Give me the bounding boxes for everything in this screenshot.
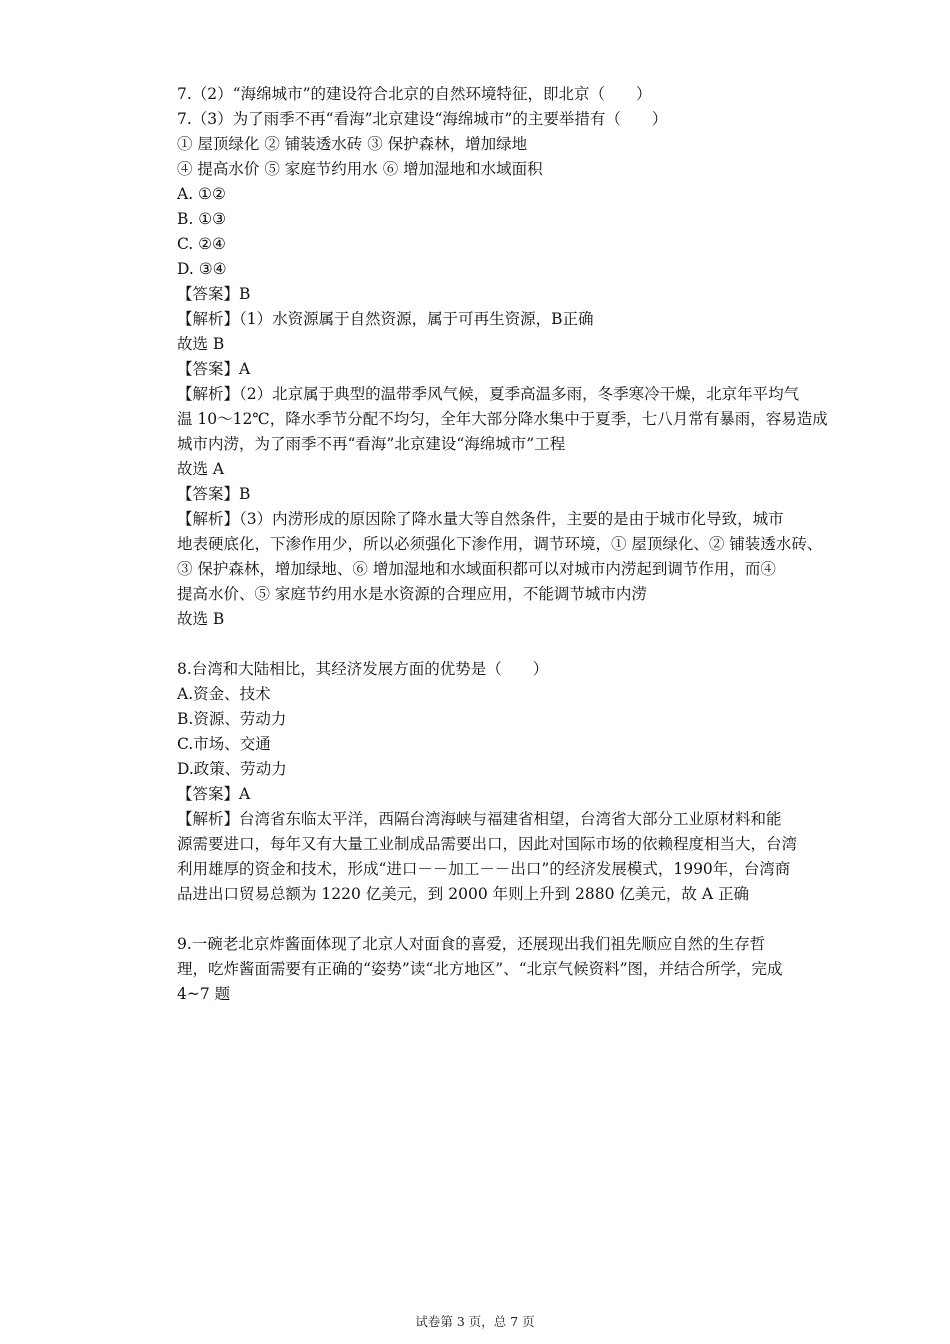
q8-option-a: A.资金、技术 xyxy=(177,685,271,703)
measures-line-1: ① 屋顶绿化 ② 铺装透水砖 ③ 保护森林，增加绿地 xyxy=(177,135,528,153)
conclusion-3: 故选 B xyxy=(177,610,225,628)
question-7-2-stem: 7.（2）“海绵城市”的建设符合北京的自然环境特征，即北京（ ） xyxy=(177,85,652,103)
option-b: B. ①③ xyxy=(177,210,227,228)
option-d: D. ③④ xyxy=(177,260,227,278)
analysis-2-line: 城市内涝，为了雨季不再“看海”北京建设“海绵城市”工程 xyxy=(177,435,566,453)
page-footer: 试卷第 3 页，总 7 页 xyxy=(415,1314,535,1329)
analysis-2-line: 【解析】（2）北京属于典型的温带季风气候，夏季高温多雨，冬季寒冷干燥，北京年平均气 xyxy=(177,385,800,403)
q8-option-c: C.市场、交通 xyxy=(177,735,271,753)
q8-analysis-line: 【解析】台湾省东临太平洋，西隔台湾海峡与福建省相望，台湾省大部分工业原材料和能 xyxy=(177,810,782,828)
analysis-3-line: 【解析】（3）内涝形成的原因除了降水量大等自然条件，主要的是由于城市化导致，城市 xyxy=(177,510,784,528)
analysis-3-line: 提高水价、⑤ 家庭节约用水是水资源的合理应用，不能调节城市内涝 xyxy=(177,585,647,603)
q8-analysis-line: 源需要进口，每年又有大量工业制成品需要出口，因此对国际市场的依赖程度相当大，台湾 xyxy=(177,835,798,853)
question-9-line: 9.一碗老北京炸酱面体现了北京人对面食的喜爱，还展现出我们祖先顺应自然的生存哲 xyxy=(177,935,766,953)
spacer xyxy=(177,632,827,657)
question-7-3-stem: 7.（3）为了雨季不再“看海”北京建设“海绵城市”的主要举措有（ ） xyxy=(177,110,668,128)
analysis-3-line: 地表硬底化，下渗作用少，所以必须强化下渗作用，调节环境，① 屋顶绿化、② 铺装透水砖、 xyxy=(177,535,823,553)
question-8-stem: 8.台湾和大陆相比，其经济发展方面的优势是（ ） xyxy=(177,660,549,678)
question-9-line: 4~7 题 xyxy=(177,985,231,1003)
analysis-1-line: 【解析】（1）水资源属于自然资源，属于可再生资源，B正确 xyxy=(177,310,594,328)
option-a: A. ①② xyxy=(177,185,226,203)
analysis-3-line: ③ 保护森林，增加绿地、⑥ 增加湿地和水域面积都可以对城市内涝起到调节作用，而④ xyxy=(177,560,776,578)
answer-2: 【答案】A xyxy=(177,360,251,378)
q8-answer: 【答案】A xyxy=(177,785,251,803)
measures-line-2: ④ 提高水价 ⑤ 家庭节约用水 ⑥ 增加湿地和水域面积 xyxy=(177,160,543,178)
option-c: C. ②④ xyxy=(177,235,226,253)
answer-3: 【答案】B xyxy=(177,485,251,503)
spacer xyxy=(177,907,827,932)
question-9-line: 理，吃炸酱面需要有正确的“姿势”读“北方地区”、“北京气候资料”图，并结合所学，完成 xyxy=(177,960,783,978)
q8-option-b: B.资源、劳动力 xyxy=(177,710,287,728)
q8-analysis-line: 利用雄厚的资金和技术，形成“进口－－加工－－出口”的经济发展模式，1990年，台湾商 xyxy=(177,860,791,878)
answer-1: 【答案】B xyxy=(177,285,251,303)
conclusion-1: 故选 B xyxy=(177,335,225,353)
page-content xyxy=(177,82,827,1007)
q8-analysis-line: 品进出口贸易总额为 1220 亿美元，到 2000 年则上升到 2880 亿美元，故 A 正确 xyxy=(177,885,749,903)
q8-option-d: D.政策、劳动力 xyxy=(177,760,287,778)
analysis-2-line: 温 10～12℃，降水季节分配不均匀，全年大部分降水集中于夏季，七八月常有暴雨，容易造成 xyxy=(177,410,828,428)
conclusion-2: 故选 A xyxy=(177,460,225,478)
